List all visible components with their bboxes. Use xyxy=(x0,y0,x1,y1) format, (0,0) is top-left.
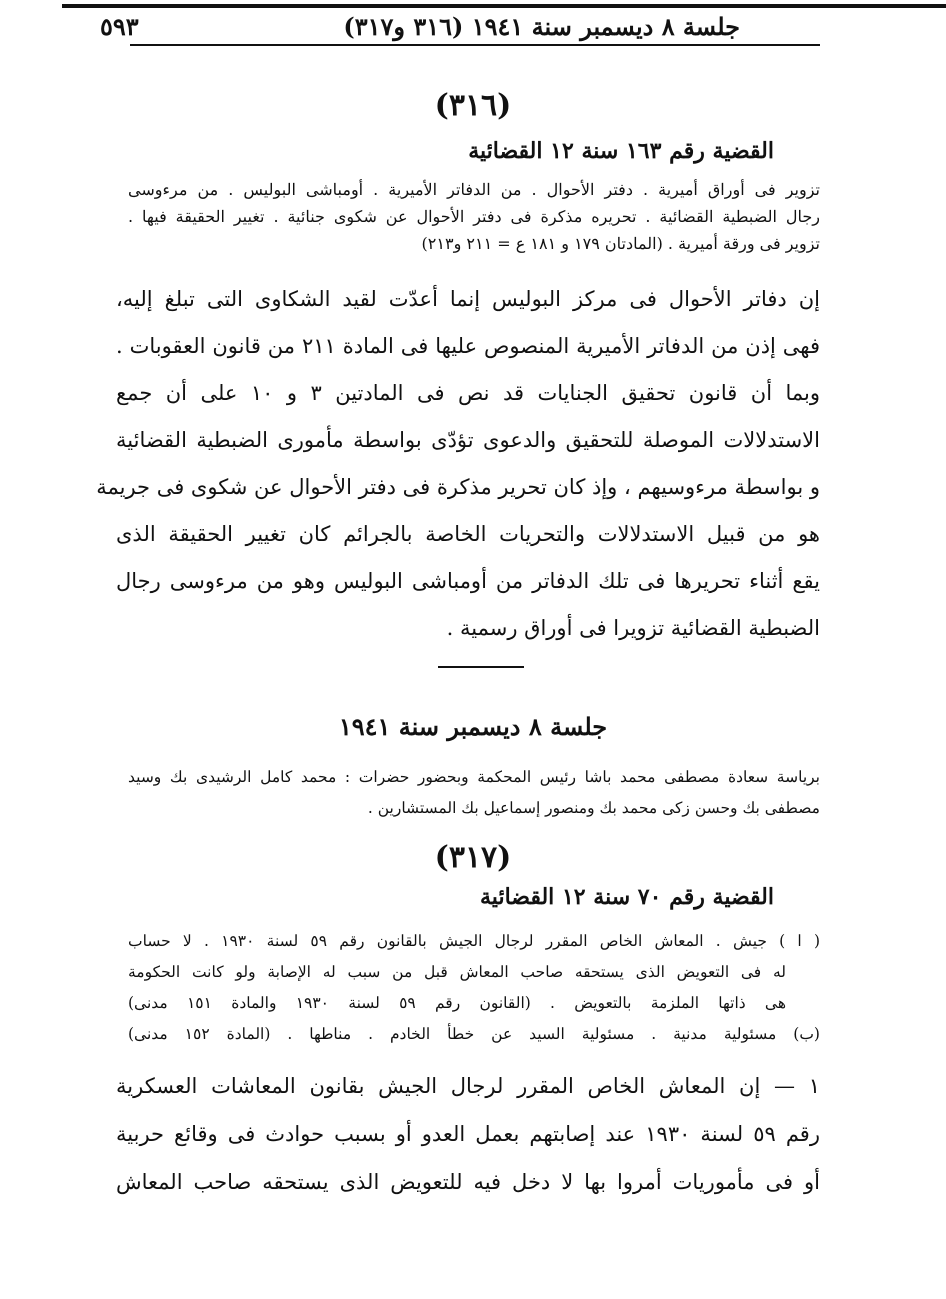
body-line: و بواسطة مرءوسيهم ، وإذ كان تحرير مذكرة فى دفتر الأحوال عن شكوى فى جريمة xyxy=(96,475,820,499)
case-title-316: القضية رقم ١٦٣ سنة ١٢ القضائية xyxy=(468,138,774,164)
running-header-title: جلسة ٨ ديسمبر سنة ١٩٤١ (٣١٦ و٣١٧) xyxy=(343,12,740,41)
case-body-316 xyxy=(96,276,821,652)
case-number-317: (٣١٧) xyxy=(434,840,512,875)
body-line: هو من قبيل الاستدلالات والتحريات الخاصة بالجرائم كان تغيير الحقيقة الذى xyxy=(116,522,820,546)
section-divider xyxy=(438,666,524,668)
body-line: ١ — إن المعاش الخاص المقرر لرجال الجيش بقانون المعاشات العسكرية xyxy=(116,1074,820,1098)
body-line: يقع أثناء تحريرها فى تلك الدفاتر من أومباشى البوليس وهو من مرءوسى رجال xyxy=(116,569,820,593)
summary-line: تزوير فى أوراق أميرية . دفتر الأحوال . من الدفاتر الأميرية . أومباشى البوليس . من مرءوسى xyxy=(128,180,820,199)
header-rule xyxy=(130,44,820,46)
case-title-317: القضية رقم ٧٠ سنة ١٢ القضائية xyxy=(480,884,774,910)
page-number: ٥٩٣ xyxy=(100,12,139,41)
principle-line: له فى التعويض الذى يستحقه صاحب المعاش قبل من سبب له الإصابة ولو كانت الحكومة xyxy=(128,963,786,981)
case-body-317 xyxy=(116,1062,820,1206)
principle-line: ( ا ) جيش . المعاش الخاص المقرر لرجال الجيش بالقانون رقم ٥٩ لسنة ١٩٣٠ . لا حساب xyxy=(128,932,820,950)
presiding-panel xyxy=(128,762,820,824)
case-number-316: (٣١٦) xyxy=(434,88,512,123)
body-line: وبما أن قانون تحقيق الجنايات قد نص فى المادتين ٣ و ١٠ على أن جمع xyxy=(116,381,821,405)
body-line: الاستدلالات الموصلة للتحقيق والدعوى تؤدّى بواسطة مأمورى الضبطية القضائية xyxy=(116,428,820,452)
presiding-line: مصطفى بك وحسن زكى محمد بك ومنصور إسماعيل بك المستشارين . xyxy=(367,799,820,817)
running-header xyxy=(100,6,820,42)
principle-line: (ب) مسئولية مدنية . مسئولية السيد عن خطأ الخادم . مناطها . (المادة ١٥٢ مدنى) xyxy=(128,1025,820,1043)
body-line: الضبطية القضائية تزويرا فى أوراق رسمية . xyxy=(446,616,820,640)
body-line: رقم ٥٩ لسنة ١٩٣٠ عند إصابتهم بعمل العدو أو بسبب حوادث فى وقائع حربية xyxy=(116,1122,820,1146)
case-principles-317 xyxy=(128,926,820,1050)
principle-line: هى ذاتها الملزمة بالتعويض . (القانون رقم ٥٩ لسنة ١٩٣٠ والمادة ١٥١ مدنى) xyxy=(128,994,786,1012)
body-line: فهى إذن من الدفاتر الأميرية المنصوص عليها فى المادة ٢١١ من قانون العقوبات . xyxy=(116,334,821,358)
summary-line: رجال الضبطية القضائية . تحريره مذكرة فى دفتر الأحوال عن شكوى جنائية . تغيير الحقيقة فيها . xyxy=(128,207,820,226)
body-line: إن دفاتر الأحوال فى مركز البوليس إنما أعدّت لقيد الشكاوى التى تبلغ إليه، xyxy=(116,287,820,311)
body-line: أو فى مأموريات أمروا بها لا دخل فيه للتعويض الذى يستحقه صاحب المعاش xyxy=(116,1170,820,1194)
presiding-line: برياسة سعادة مصطفى محمد باشا رئيس المحكمة وبحضور حضرات : محمد كامل الرشيدى بك وسيد xyxy=(128,768,820,786)
case-summary-316 xyxy=(128,176,820,257)
summary-line: تزوير فى ورقة أميرية . (المادتان ١٧٩ و ١٨١ ع = ٢١١ و٢١٣) xyxy=(421,234,820,253)
session-title: جلسة ٨ ديسمبر سنة ١٩٤١ xyxy=(338,712,608,741)
